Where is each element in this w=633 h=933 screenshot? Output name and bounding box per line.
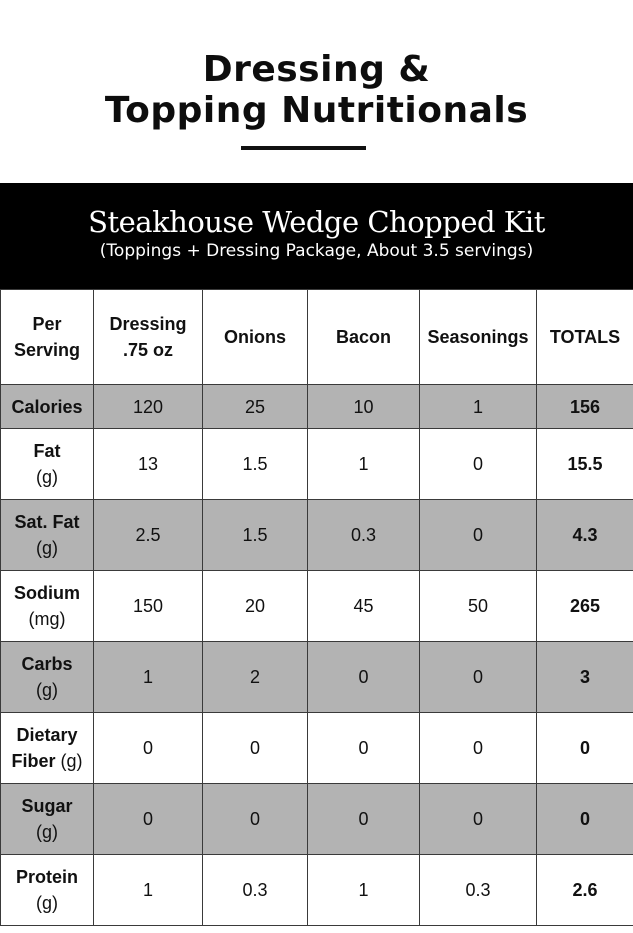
value-cell-onions: 0 [203, 713, 308, 784]
product-banner [0, 183, 633, 289]
value-cell-onions: 0 [203, 784, 308, 855]
value-cell-onions: 2 [203, 642, 308, 713]
total-cell: 156 [537, 385, 633, 429]
row-label [1, 713, 94, 784]
nutrient-unit: (mg) [28, 609, 66, 629]
row-label [1, 855, 94, 926]
column-header-line: Dressing [109, 314, 187, 334]
column-header-line: TOTALS [549, 327, 621, 347]
value-cell-seasonings: 0 [420, 500, 537, 571]
value-cell-dressing: 0 [94, 713, 203, 784]
value-cell-dressing: 13 [94, 429, 203, 500]
column-header-seasonings [420, 290, 537, 385]
nutrient-name: Carbs [21, 654, 73, 674]
column-header-line: Per [32, 314, 62, 334]
column-header-line: .75 oz [122, 340, 174, 360]
value-cell-seasonings: 0 [420, 713, 537, 784]
value-cell-bacon: 0 [308, 642, 420, 713]
value-cell-seasonings: 0.3 [420, 855, 537, 926]
total-cell: 265 [537, 571, 633, 642]
row-label [1, 429, 94, 500]
value-cell-bacon: 1 [308, 429, 420, 500]
nutrient-name: Sugar [21, 796, 73, 816]
nutrient-unit: (g) [36, 822, 58, 842]
value-cell-dressing: 0 [94, 784, 203, 855]
value-cell-onions: 0.3 [203, 855, 308, 926]
value-cell-dressing: 150 [94, 571, 203, 642]
value-cell-bacon: 10 [308, 385, 420, 429]
value-cell-seasonings: 50 [420, 571, 537, 642]
product-package-note: (Toppings + Dressing Package, About 3.5 servings) [99, 241, 534, 261]
page-header [0, 0, 633, 183]
value-cell-bacon: 1 [308, 855, 420, 926]
value-cell-dressing: 2.5 [94, 500, 203, 571]
title-underline-divider [241, 146, 366, 150]
row-label [1, 571, 94, 642]
page-title-line-1: Dressing & [202, 49, 431, 90]
column-header-line: Onions [224, 327, 286, 347]
nutrition-table [0, 289, 633, 926]
value-cell-bacon: 0 [308, 713, 420, 784]
total-cell: 2.6 [537, 855, 633, 926]
value-cell-onions: 25 [203, 385, 308, 429]
value-cell-dressing: 1 [94, 855, 203, 926]
nutrient-name: Sat. Fat [14, 512, 80, 532]
value-cell-seasonings: 1 [420, 385, 537, 429]
table-row-sugar [1, 784, 633, 855]
nutrient-unit: (g) [36, 467, 58, 487]
table-row-calories [1, 385, 633, 429]
row-label [1, 642, 94, 713]
nutrient-unit: (g) [60, 751, 83, 771]
value-cell-bacon: 45 [308, 571, 420, 642]
value-cell-onions: 20 [203, 571, 308, 642]
table-row-fat [1, 429, 633, 500]
column-header-line: Seasonings [427, 327, 529, 347]
row-label [1, 784, 94, 855]
row-label [1, 500, 94, 571]
column-header-onions [203, 290, 308, 385]
column-header-per-serving [1, 290, 94, 385]
nutrient-name: Dietary [16, 725, 78, 745]
table-row-dietary-fiber [1, 713, 633, 784]
nutrient-unit: (g) [36, 893, 58, 913]
value-cell-dressing: 120 [94, 385, 203, 429]
table-row-sat-fat [1, 500, 633, 571]
row-label [1, 385, 94, 429]
table-row-sodium [1, 571, 633, 642]
nutrient-name-continued: Fiber [11, 751, 56, 771]
product-name: Steakhouse Wedge Chopped Kit [88, 205, 545, 239]
table-row-carbs [1, 642, 633, 713]
value-cell-bacon: 0 [308, 784, 420, 855]
column-header-line: Bacon [335, 327, 391, 347]
total-cell: 4.3 [537, 500, 633, 571]
value-cell-onions: 1.5 [203, 500, 308, 571]
value-cell-dressing: 1 [94, 642, 203, 713]
total-cell: 0 [537, 784, 633, 855]
table-header-row [1, 290, 633, 385]
total-cell: 0 [537, 713, 633, 784]
value-cell-seasonings: 0 [420, 429, 537, 500]
column-header-line: Serving [13, 340, 81, 360]
value-cell-seasonings: 0 [420, 784, 537, 855]
value-cell-onions: 1.5 [203, 429, 308, 500]
column-header-dressing [94, 290, 203, 385]
value-cell-seasonings: 0 [420, 642, 537, 713]
total-cell: 3 [537, 642, 633, 713]
page-title-line-2: Topping Nutritionals [104, 90, 529, 131]
column-header-bacon [308, 290, 420, 385]
nutrient-unit: (g) [36, 680, 58, 700]
nutrient-name: Calories [11, 396, 83, 417]
nutrient-name: Protein [15, 867, 78, 887]
value-cell-bacon: 0.3 [308, 500, 420, 571]
nutrient-name: Fat [33, 441, 61, 461]
nutrient-name: Sodium [14, 583, 80, 603]
column-header-totals [537, 290, 633, 385]
nutrient-unit: (g) [36, 538, 58, 558]
total-cell: 15.5 [537, 429, 633, 500]
table-row-protein [1, 855, 633, 926]
